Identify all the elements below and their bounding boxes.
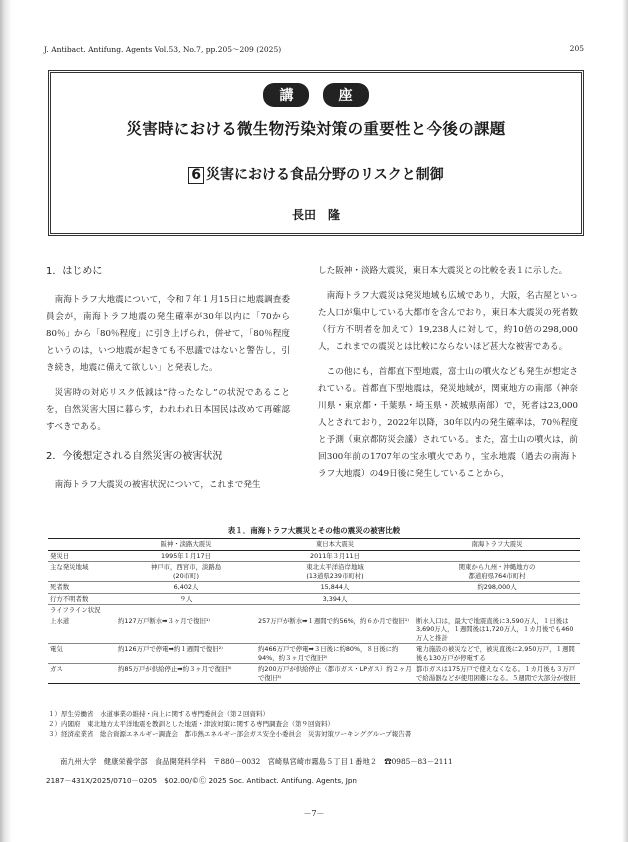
page-number: 205 (569, 44, 584, 53)
footer-page-number: －7－ (303, 809, 325, 818)
issn-line: 2187－431X/2025/0710－0205 $02.00/©Ⓒ 2025 Soc. Antibact. Antifung. Agents, Jpn (46, 776, 357, 785)
table-cell: 行方不明者数 (48, 593, 116, 605)
paragraph: した阪神・淡路大震災，東日本大震災との比較を表１に示した。 (318, 266, 568, 276)
title-frame (48, 70, 584, 236)
table-cell: 発災日 (48, 550, 116, 562)
table-cell: 15,844人 (256, 582, 414, 594)
table-note: １）厚生労働省 水道事業の維持・向上に関する専門委員会（第２回資料） (48, 710, 269, 718)
table-cell (414, 593, 580, 605)
table-cell: 死者数 (48, 582, 116, 594)
table-cell: 6,402人 (116, 582, 256, 594)
table-cell: 上水道 (48, 616, 116, 644)
table-row (48, 605, 580, 616)
table-cell: 約127万戸断水➡３ヶ月で復旧¹⁾ (116, 616, 256, 644)
section2-heading: 2．今後想定される自然災害の被害状況 (46, 451, 223, 462)
table-row (48, 664, 580, 684)
journal-citation: J. Antibact. Antifung. Agents Vol.53, No.7, pp.205～209 (2025) (44, 45, 282, 54)
table-cell: ガス (48, 664, 116, 684)
table-row (48, 550, 580, 562)
table-cell: 3,394人 (256, 593, 414, 605)
table-cell: 257万戸が断水➡１週間で約56%，約６か月で復旧¹⁾ (256, 616, 414, 644)
table-header-cell: 南海トラフ大震災 (414, 539, 580, 551)
table-cell: 東北太平洋沿岸地域 (13道県239市町村) (256, 562, 414, 582)
paragraph: 南海トラフ大地震について，令和７年１月15日に地震調査委員会が，南海トラフ地震の発生確率が30年以内に「70から80％」から「80％程度」に引き上げられ，併せて，「80％程度というのは，いつ地震が起きても不思議ではないと警告し，引き続き，地震に備えて欲しい」と発表した。 (46, 295, 290, 373)
table-note: ３）経済産業省 総合資源エネルギー調査会 都市熱エネルギー部会ガス安全小委員会 災害対策ワーキンググループ報告書 (48, 730, 412, 738)
table-cell: 都市ガスは175万戸で使えなくなる。１カ月後も３万戸で給湯器などが使用困難になる。５週間で大部分が復旧 (414, 664, 580, 684)
subtitle-text: 災害における食品分野のリスクと制御 (206, 167, 444, 183)
table-header-cell: 東日本大震災 (256, 539, 414, 551)
series-label-lecture-2: 座 (323, 83, 369, 107)
table-cell: 1995年１月17日 (116, 550, 256, 562)
subtitle (51, 164, 581, 184)
table-caption: 表１．南海トラフ大震災とその他の震災の被害比較 (227, 526, 401, 535)
series-labels (51, 83, 581, 107)
table-cell (414, 550, 580, 562)
table-cell: 約126万戸で停電➡約１週間で復旧²⁾ (116, 644, 256, 664)
scan-edge-right (622, 0, 628, 842)
table-cell: 神戸市，西宮市，淡路島 (20市町) (116, 562, 256, 582)
table-note: ２）内閣府 東北地方太平洋地震を教訓とした地震・津波対策に関する専門調査会（第９回資料） (48, 720, 334, 728)
author-name: 長田 隆 (291, 208, 340, 222)
scan-edge-left (0, 0, 12, 842)
series-label-lecture-1: 講 (263, 83, 309, 107)
table-cell: 約200万戸が供給停止（都市ガス・LPガス）約２ヶ月で復旧³⁾ (256, 664, 414, 684)
paragraph: 南海トラフ大震災の被害状況について，これまで発生 (54, 480, 261, 490)
table-notes (48, 709, 588, 739)
right-column (318, 263, 578, 491)
left-column (46, 263, 290, 502)
table-header-cell (48, 539, 116, 551)
table-cell: 2011年３月11日 (256, 550, 414, 562)
table-cell: 主な発災地域 (48, 562, 116, 582)
damage-comparison-table (48, 538, 580, 684)
table-cell: 約466万戸で停電➡３日後に約80%，８日後に約94%，約３ヶ月で復旧²⁾ (256, 644, 414, 664)
table-cell: ライフライン状況 (50, 606, 101, 614)
main-title: 災害時における微生物汚染対策の重要性と今後の課題 (126, 120, 506, 138)
journal-header (44, 44, 584, 55)
paragraph: 災害時の対応リスク低減は“待ったなし”の状況であることを，自然災害大国に暮らす，われわれ日本国民は改めて再確認すべきである。 (46, 388, 290, 432)
table-cell: 約298,000人 (414, 582, 580, 594)
table-cell: 関東から九州・沖縄地方の 都道府県764市町村 (414, 562, 580, 582)
subtitle-number: 6 (188, 167, 204, 184)
table-cell: 断水人口は，最大で地震直後に3,590万人，１日後は3,690万人，１週間後は1,720万人，１カ月後でも460万人と推計 (414, 616, 580, 644)
table-row (48, 562, 580, 582)
table-row (48, 593, 580, 605)
author-affiliation: 南九州大学 健康栄養学部 食品開発科学科 〒880－0032 宮崎県宮崎市霧島５丁目１番地２ ☎0985－83－2111 (60, 757, 453, 766)
paragraph: 南海トラフ大震災は発災地域も広域であり，大阪，名古屋といった人口が集中している大都市を含んでおり，東日本大震災の死者数（行方不明者を加えて）19,238人に対して，約10倍の298,000人，これまでの震災とは比較にならないほど甚大な被害である。 (318, 291, 578, 352)
table-header-row (48, 539, 580, 551)
table-cell: 約85万戸が供給停止➡約３ヶ月で復旧³⁾ (116, 664, 256, 684)
table-row (48, 616, 580, 644)
table-row (48, 582, 580, 594)
table-cell: ９人 (116, 593, 256, 605)
table-cell: 電力施設の被災などで，被災直後に2,950万戸，１週間後も130万戸が停電する (414, 644, 580, 664)
paragraph: この他にも，首都直下型地震，富士山の噴火なども発生が想定されている。首都直下型地震は，発災地域が，関東地方の南部（神奈川県・東京都・千葉県・埼玉県・茨城県南部）で，死者は23,000人とされており，2022年以降，30年以内の発生確率は，70％程度と予測（東京都防災会議）されている。また，富士山の噴火は，前回300年前の1707年の宝永噴火であり，宝永地震（過去の南海トラフ大地震）の49日後に発生していることから， (318, 367, 578, 479)
table-row (48, 644, 580, 664)
table-header-cell: 阪神・淡路大震災 (116, 539, 256, 551)
table-cell: 電気 (48, 644, 116, 664)
section1-heading: 1．はじめに (46, 266, 103, 277)
